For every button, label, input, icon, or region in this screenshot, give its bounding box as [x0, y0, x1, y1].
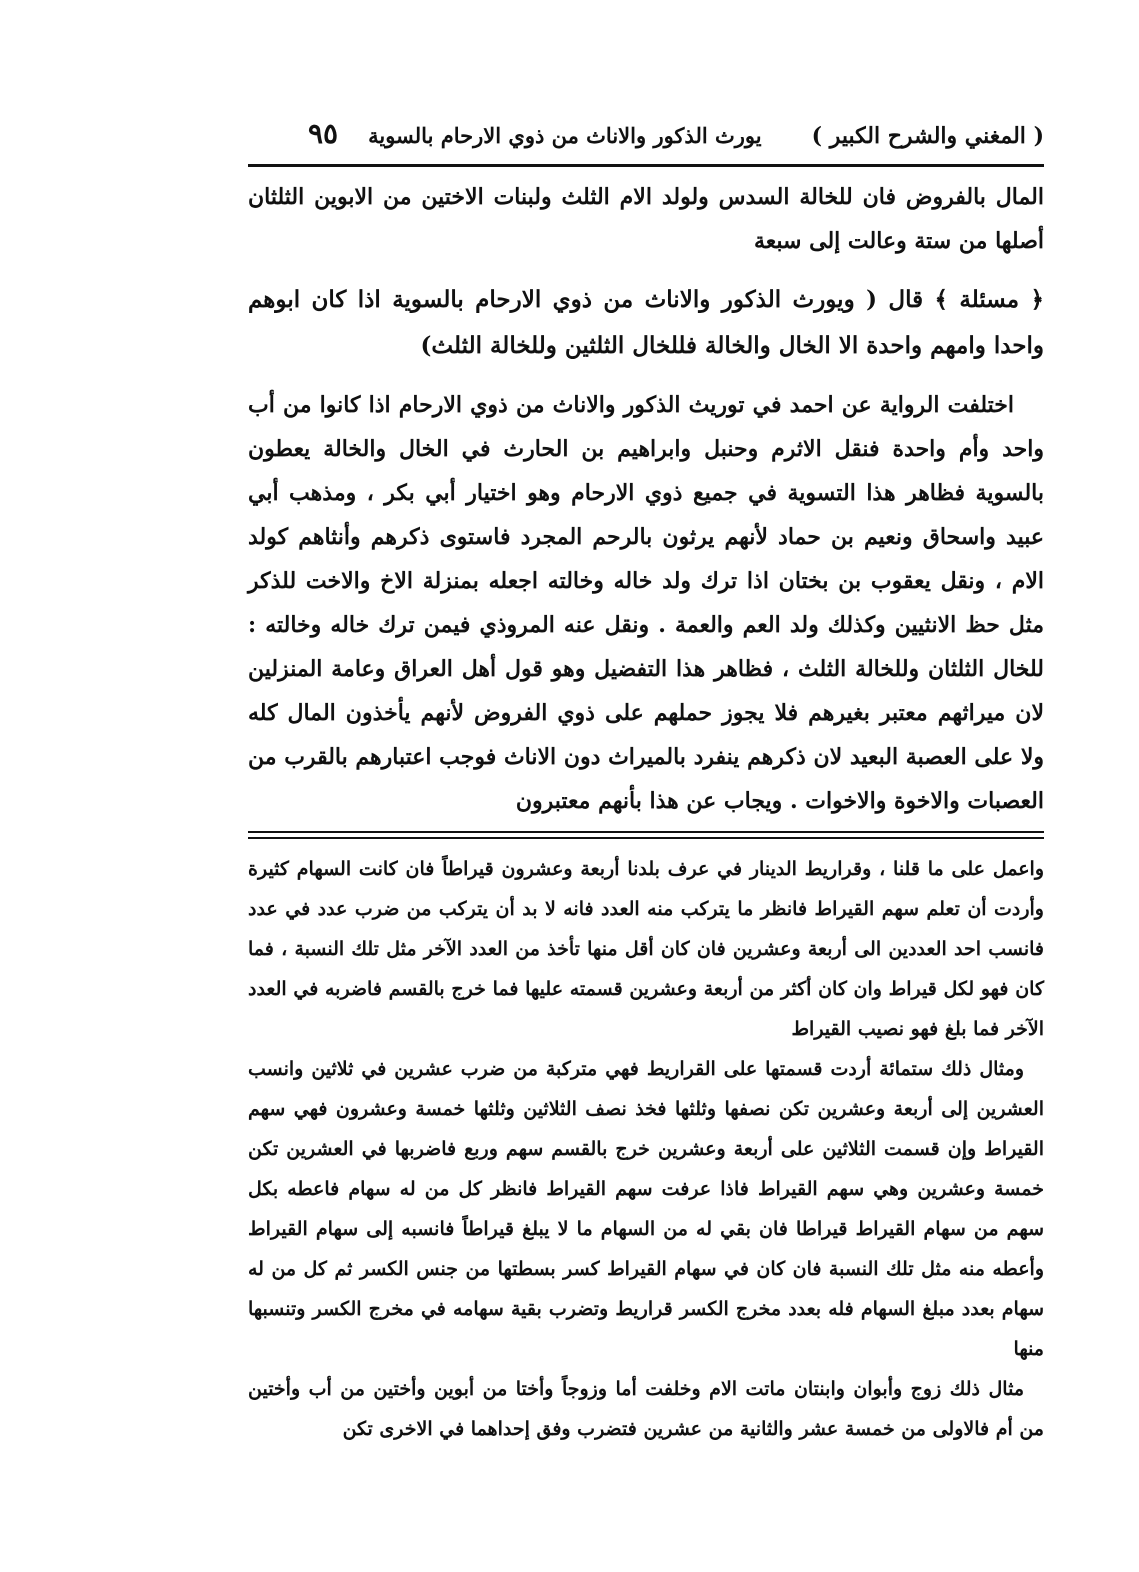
section-title: يورث الذكور والاناث من ذوي الارحام بالسوية — [368, 123, 762, 148]
commentary-paragraph-3: مثال ذلك زوج وأبوان وابنتان ماتت الام وخلفت أما وزوجاً وأختا من أبوين وأختين من أب وأختين من أم فالاولى من خمسة عشر والثانية من عشرين فتضرب وفق إحداهما في الاخرى تكن — [248, 1378, 1044, 1440]
commentary-paragraph-1: واعمل على ما قلنا ، وقراريط الدينار في عرف بلدنا أربعة وعشرون قيراطاً فان كانت السهام كثيرة وأردت أن تعلم سهم القيراط فانظر ما يتركب منه العدد فانه لا بد أن يتركب من ضرب عدد في عدد فانسب احد العددين الى أربعة وعشرين فان كان أقل منها تأخذ من العدد الآخر مثل تلك النسبة ، فما كان فهو لكل قيراط وان كان أكثر من أربعة وعشرين قسمته عليها فما خرج بالقسم فاضربه في العدد الآخر فما بلغ فهو نصيب القيراط — [248, 858, 1044, 1040]
header-rule — [248, 164, 1044, 167]
book-page — [248, 112, 1044, 1449]
main-paragraph-1: المال بالفروض فان للخالة السدس ولولد الام الثلث ولبنات الاختين من الابوين الثلثان أصلها من ستة وعالت إلى سبعة — [248, 184, 1044, 254]
page-number: ٩٥ — [308, 117, 339, 150]
footnote-separator — [248, 831, 1044, 839]
commentary-paragraph-2: ومثال ذلك ستمائة أردت قسمتها على القراريط فهي متركبة من ضرب عشرين في ثلاثين وانسب العشرين إلى أربعة وعشرين تكن نصفها وثلثها فخذ نصف الثلاثين وثلثها خمسة وعشرون فهي سهم القيراط وإن قسمت الثلاثين على أربعة وعشرين خرج بالقسم سهم وربع فاضربها في العشرين تكن خمسة وعشرين وهي سهم القيراط فاذا عرفت سهم القيراط فانظر كل من له سهام فاعطه بكل سهم من سهام القيراط قيراطا فان بقي له من السهام ما لا يبلغ قيراطاً فانسبه إلى سهام القيراط وأعطه منه مثل تلك النسبة فان كان في سهام القيراط كسر بسطتها من جنس الكسر ثم كل من له سهام بعدد مبلغ السهام فله بعدد مخرج الكسر قراريط وتضرب بقية سهامه في مخرج الكسر وتنسبها منها — [248, 1058, 1044, 1360]
masala-statement: ﴿ مسئلة ﴾ قال ( ويورث الذكور والاناث من ذوي الارحام بالسوية اذا كان ابوهم واحدا وامهم واحدة الا الخال والخالة فللخال الثلثين وللخالة الثلث) — [248, 286, 1044, 359]
book-title: ( المغني والشرح الكبير ) — [811, 123, 1044, 149]
main-text — [248, 175, 1044, 823]
running-header — [248, 112, 1044, 156]
main-paragraph-3: اختلفت الرواية عن احمد في توريث الذكور والاناث من ذوي الارحام اذا كانوا من أب واحد وأم واحدة فنقل الاثرم وحنبل وابراهيم بن الحارث في الخال والخالة يعطون بالسوية فظاهر هذا التسوية في جميع ذوي الارحام وهو اختيار أبي بكر ، ومذهب أبي عبيد واسحاق ونعيم بن حماد لأنهم يرثون بالرحم المجرد فاستوى ذكرهم وأنثاهم كولد الام ، ونقل يعقوب بن بختان اذا ترك ولد خاله وخالته اجعله بمنزلة الاخ والاخت للذكر مثل حظ الانثيين وكذلك ولد العم والعمة . ونقل عنه المروذي فيمن ترك خاله وخالته : للخال الثلثان وللخالة الثلث ، فظاهر هذا التفضيل وهو قول أهل العراق وعامة المنزلين لان ميراثهم معتبر بغيرهم فلا يجوز حملهم على ذوي الفروض لأنهم يأخذون المال كله ولا على العصبة البعيد لان ذكرهم ينفرد بالميراث دون الاناث فوجب اعتبارهم بالقرب من العصبات والاخوة والاخوات . ويجاب عن هذا بأنهم معتبرون — [248, 392, 1044, 814]
commentary-text — [248, 849, 1044, 1449]
